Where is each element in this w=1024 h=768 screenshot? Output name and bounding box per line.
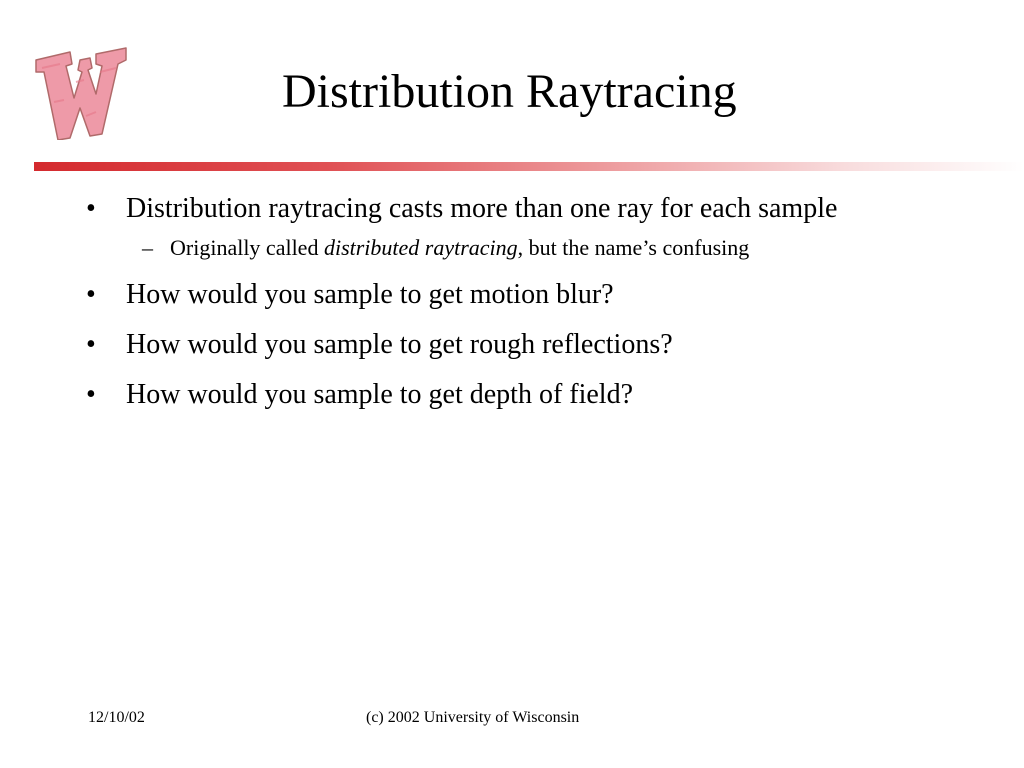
bullet-item bbox=[86, 276, 986, 314]
bullet-item bbox=[86, 376, 986, 414]
wisconsin-w-logo-icon bbox=[30, 42, 130, 140]
bullet-marker: • bbox=[86, 329, 96, 360]
sub-bullet-emphasis: distributed raytracing bbox=[323, 235, 518, 260]
bullet-text: How would you sample to get depth of field? bbox=[126, 379, 634, 410]
bullet-text: How would you sample to get rough reflections? bbox=[126, 329, 673, 360]
bullet-marker: • bbox=[86, 279, 96, 310]
sub-bullet-suffix: , but the name’s confusing bbox=[517, 235, 750, 260]
title-divider bbox=[34, 162, 1024, 171]
sub-bullet-item bbox=[86, 234, 986, 262]
bullet-list bbox=[86, 190, 986, 426]
bullet-item bbox=[86, 326, 986, 364]
slide-title: Distribution Raytracing bbox=[282, 65, 737, 118]
bullet-text: Distribution raytracing casts more than one ray for each sample bbox=[126, 193, 838, 224]
bullet-marker: • bbox=[86, 379, 96, 410]
footer-copyright: (c) 2002 University of Wisconsin bbox=[366, 709, 580, 726]
bullet-text: How would you sample to get motion blur? bbox=[126, 279, 614, 310]
footer-date: 12/10/02 bbox=[88, 709, 145, 726]
bullet-marker: • bbox=[86, 193, 96, 224]
bullet-item bbox=[86, 190, 986, 228]
sub-bullet-prefix: Originally called bbox=[170, 235, 324, 260]
sub-bullet-marker: – bbox=[142, 235, 153, 260]
